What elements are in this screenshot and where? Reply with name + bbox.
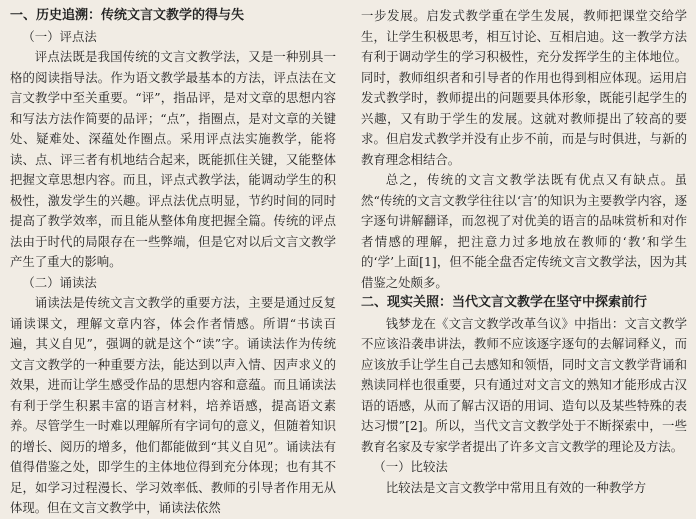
section-heading-current: 二、现实关照：当代文言文教学在坚守中探索前行 [361, 295, 648, 310]
left-column [10, 6, 336, 519]
subheading-pingdian: （一）评点法 [22, 28, 97, 44]
paragraph-pingdian: 评点法既是我国传统的文言文教学法，又是一种别具一格的阅读指导法。作为语文教学最基本的方法，评点法在文言文教学中至关重要。“评”，指品评，是对文章的思想内容和写法方法作简要的品评；“点”，指圈点，是对文章的关键处、疑难处、深蕴处作圈点。采用评点法实施教学，能将读、点、评三者有机地结合起来，既能抓住关键，又能整体把握文章思想内容。而且，评点式教学法，能调动学生的积极性，激发学生的兴趣。评点法优点明显，节约时间的同时提高了教学效率，而且能从整体角度把握全篇。传统的评点法由于时代的局限存在一些弊端，但是它对以后文言文教学产生了重大的影响。 [10, 49, 336, 269]
right-column [361, 6, 687, 498]
paragraph-qifa-continued: 一步发展。启发式教学重在学生发展，教师把课堂交给学生，让学生积极思考，相互讨论、互相启迪。这一教学方法有利于调动学生的学习积极性，充分发挥学生的主体地位。同时，教师组织者和引导者的作用也得到相应体现。运用启发式教学时，教师提出的问题要具体形象，既能引起学生的兴趣，又有助于学生的发展。这就对教师提出了较高的要求。但启发式教学并没有止步不前，而是与时俱进，与新的教育理念相结合。 [361, 8, 687, 167]
paragraph-summary: 总之，传统的文言文教学法既有优点又有缺点。虽然“传统的文言文教学往往以‘言’的知识为主要教学内容，逐字逐句讲解翻译，而忽视了对优美的语言的品味赏析和对作者情感的理解，把注意力过多地放在教师的‘教’和学生的‘学’上面[1]，但不能全盘否定传统文言文教学法，因为其借鉴之处颇多。 [361, 172, 687, 290]
subheading-bijiao: （一）比较法 [373, 459, 448, 474]
paragraph-songdu: 诵读法是传统文言文教学的重要方法，主要是通过反复诵读课文，理解文章内容，体会作者情感。所谓“书读百遍，其义自见”，强调的就是这个“读”字。诵读法作为传统文言文教学的一种重要方法，能达到以声入情、因声求义的效果，进而让学生感受作品的思想内容和意蕴。而且诵读法有利于学生积累丰富的语言材料，培养语感，提高语文素养。尽管学生一时难以理解所有字词句的意义，但随着知识的增长、阅历的增多，他们都能做到“其义自见”。诵读法有值得借鉴之处，即学生的主体地位得到充分体现；也有其不足，如学习过程漫长、学习效率低、教师的引导者作用无从体现。但在文言文教学中，诵读法依然 [10, 295, 336, 515]
paragraph-qian-menglong: 钱梦龙在《文言文教学改革刍议》中指出：文言文教学不应该沿袭串讲法，教师不应该逐字逐句的去解词释义，而应该放手让学生自己去感知和领悟，同时文言文教学背诵和熟读同样也很重要，只有通过对文言文的熟知才能形成古汉语的语感，从而了解古汉语的用词、造句以及某些特殊的表达习惯”[2]。所以，当代文言文教学处于不断探索中，一些教育名家及专家学者提出了许多文言文教学的理论及方法。 [361, 315, 687, 454]
paragraph-bijiao: 比较法是文言文教学中常用且有效的一种教学方 [385, 479, 646, 495]
subheading-songdu: （二）诵读法 [22, 274, 97, 290]
section-heading-history: 一、历史追溯：传统文言文教学的得与失 [10, 8, 245, 23]
